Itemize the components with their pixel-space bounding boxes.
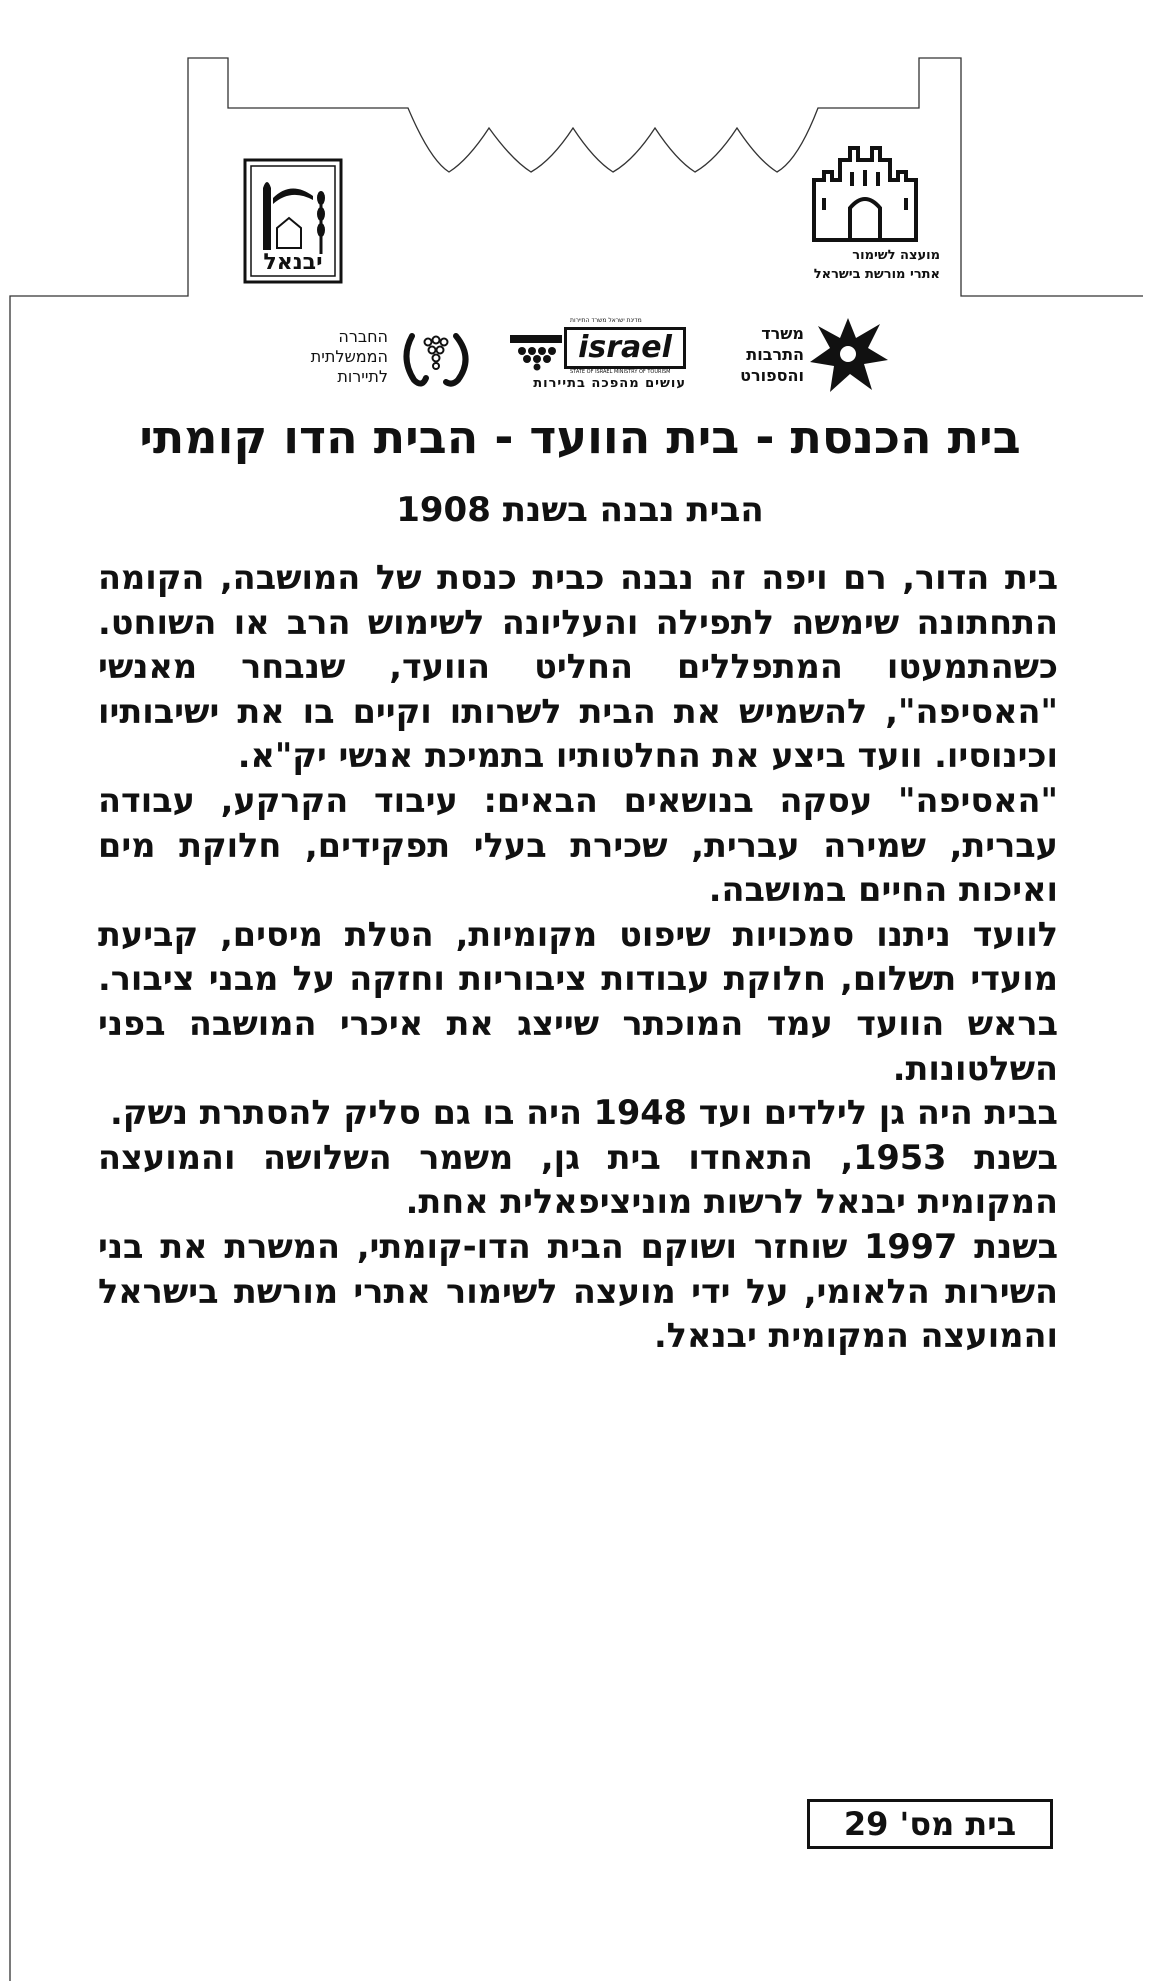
sign-title: בית הכנסת - בית הוועד - הבית הדו קומתי — [139, 410, 1021, 464]
yavneel-logo — [243, 158, 343, 284]
body-paragraph-2: "האסיפה" עסקה בנושאים הבאים: עיבוד הקרקע, עבודה עברית, שמירה עברית, שכירת בעלי תפקידים, חלוקת מים ואיכות החיים במושבה. — [98, 780, 1058, 910]
ministry-culture-logo — [720, 314, 890, 404]
council-logo-line2: אתרי מורשת בישראל — [813, 267, 940, 282]
council-logo — [770, 140, 950, 290]
council-logo-line1: מועצה לשימור — [852, 248, 940, 263]
sign-body — [98, 556, 1058, 1359]
house-number-badge: בית מס' 29 — [807, 1799, 1053, 1849]
body-paragraph-6: בשנת 1997 שוחזר ושוקם הבית הדו-קומתי, המשרת את בני השירות הלאומי, על ידי מועצה לשימור אתרי מורשת בישראל והמועצה המקומית יבנאל. — [98, 1226, 1058, 1356]
israel-small-line1: מדינת ישראל משרד התיירות — [570, 317, 642, 324]
israel-tourism-logo — [510, 317, 690, 395]
ministry-logo-line1: משרד — [761, 324, 804, 343]
ministry-logo-line3: והספורט — [740, 366, 804, 385]
tourism-company-line3: לתיירות — [337, 367, 388, 386]
tourism-company-logo — [280, 322, 480, 398]
star-splash-icon — [806, 314, 890, 394]
body-paragraph-5: בשנת 1953, התאחדו בית גן, משמר השלושה והמועצה המקומית יבנאל לרשות מוניציפאלית אחת. — [98, 1137, 1058, 1222]
ministry-logo-line2: התרבות — [746, 345, 804, 364]
grapes-icon — [396, 328, 476, 390]
castle-icon — [810, 140, 920, 245]
yavneel-logo-text: יבנאל — [263, 250, 323, 275]
body-paragraph-3: לוועד ניתנו סמכויות שיפוט מקומיות, הטלת מיסים, קביעת מועדי תשלום, חלוקת עבודות ציבוריות וחזקה על מבני ציבור. בראש הוועד עמד המוכתר שייצג את איכרי המושבה בפני השלטונות. — [98, 914, 1058, 1088]
sign-subtitle: הבית נבנה בשנת 1908 — [396, 490, 764, 530]
body-paragraph-1: בית הדור, רם ויפה זה נבנה כבית כנסת של המושבה, הקומה התחתונה שימשה לתפילה והעליונה לשימוש הרב או השוחט. כשהתמעטו המתפללים החליט הוועד, שנבחר מאנשי "האסיפה", להשמיש את הבית לשרותו וקיים בו את ישיבותיו וכינוסיו. וועד ביצע את החלטותיו בתמיכת אנשי יק"א. — [98, 558, 1058, 776]
israel-wordmark: israel — [564, 327, 686, 369]
body-paragraph-4: בבית היה גן לילדים ועד 1948 היה בו גם סליק להסתרת נשק. — [110, 1093, 1058, 1133]
israel-tagline: עושים מהפכה בתיירות — [533, 376, 686, 391]
israel-small-line2: STATE OF ISRAEL MINISTRY OF TOURISM — [570, 369, 671, 375]
tourism-company-line2: הממשלתית — [310, 347, 388, 366]
tourism-company-line1: החברה — [338, 327, 388, 346]
israel-tourism-icon — [510, 331, 562, 371]
